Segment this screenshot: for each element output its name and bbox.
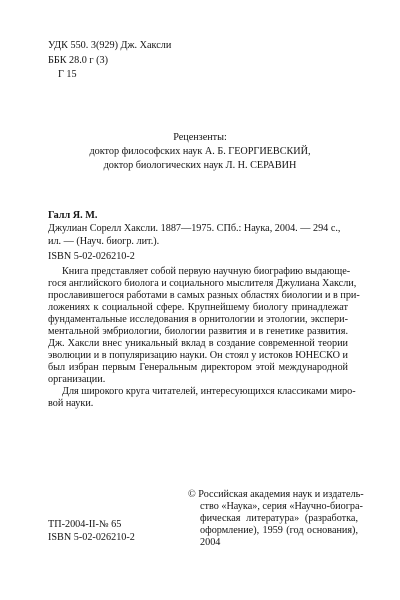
annotation-line: эволюции и в популяризацию науки. Он стоял у истоков ЮНЕСКО и [48, 350, 348, 361]
udk-code: УДК 550. 3(929) Дж. Хаксли [48, 40, 172, 51]
reviewer-1-name: А. Б. ГЕОРГИЕВСКИЙ, [204, 146, 311, 157]
copyright-line: © Российская академия наук и издатель- [188, 489, 364, 500]
annotation-line: был избран первым Генеральным директором этой международной [48, 362, 348, 373]
copyright-line: оформление), 1959 (год основания), [200, 525, 358, 536]
annotation-line: ложениях к социальной сфере. Крупнейшему биологу принадлежат [48, 302, 348, 313]
annotation-line: организации. [48, 374, 106, 385]
annotation-line: фундаментальные исследования в орнитологии и этологии, экспери- [48, 314, 348, 325]
annotation [48, 266, 360, 410]
reviewer-2-degree: доктор биологических наук [103, 160, 224, 171]
record-isbn: ISBN 5-02-026210-2 [48, 251, 135, 262]
bbk-code: ББК 28.0 г (3) [48, 55, 109, 66]
record-line-2: ил. — (Науч. биогр. лит.). [48, 236, 160, 247]
annotation-line: гося английского биолога и социального мыслителя Джулиана Хаксли, [48, 278, 357, 289]
copyright-line: 2004 [200, 537, 221, 548]
copyright-line: ство «Наука», серия «Научно-биогра- [200, 501, 363, 512]
reviewer-1-degree: доктор философских наук [89, 146, 203, 157]
annotation-line: ментальной эмбриологии, биологии развития и в генетике развития. [48, 326, 348, 337]
reviewers-heading: Рецензенты: [173, 132, 227, 143]
author-mark: Г 15 [58, 69, 77, 80]
audience-line: вой науки. [48, 398, 94, 409]
record-line-1: Джулиан Сорелл Хаксли. 1887—1975. СПб.: Наука, 2004. — 294 с., [48, 223, 341, 234]
annotation-line: прославившегося работами в самых разных областях биологии и в при- [48, 290, 360, 301]
plan-number: ТП-2004-II-№ 65 [48, 519, 122, 530]
reviewer-2-name: Л. Н. СЕРАВИН [225, 160, 297, 171]
reviewer-2 [0, 160, 400, 172]
footer-isbn: ISBN 5-02-026210-2 [48, 532, 135, 543]
reviewers-block [0, 132, 400, 172]
annotation-line: Книга представляет собой первую научную биографию выдающе- [62, 266, 351, 277]
copyright-notice [188, 489, 364, 549]
reviewer-1 [0, 146, 400, 158]
audience-line: Для широкого круга читателей, интересующихся классиками миро- [62, 386, 356, 397]
annotation-line: Дж. Хаксли внес уникальный вклад в создание современной теории [48, 338, 348, 349]
author-heading: Галл Я. М. [48, 210, 98, 221]
copyright-line: фическая литература» (разработка, [200, 513, 358, 524]
